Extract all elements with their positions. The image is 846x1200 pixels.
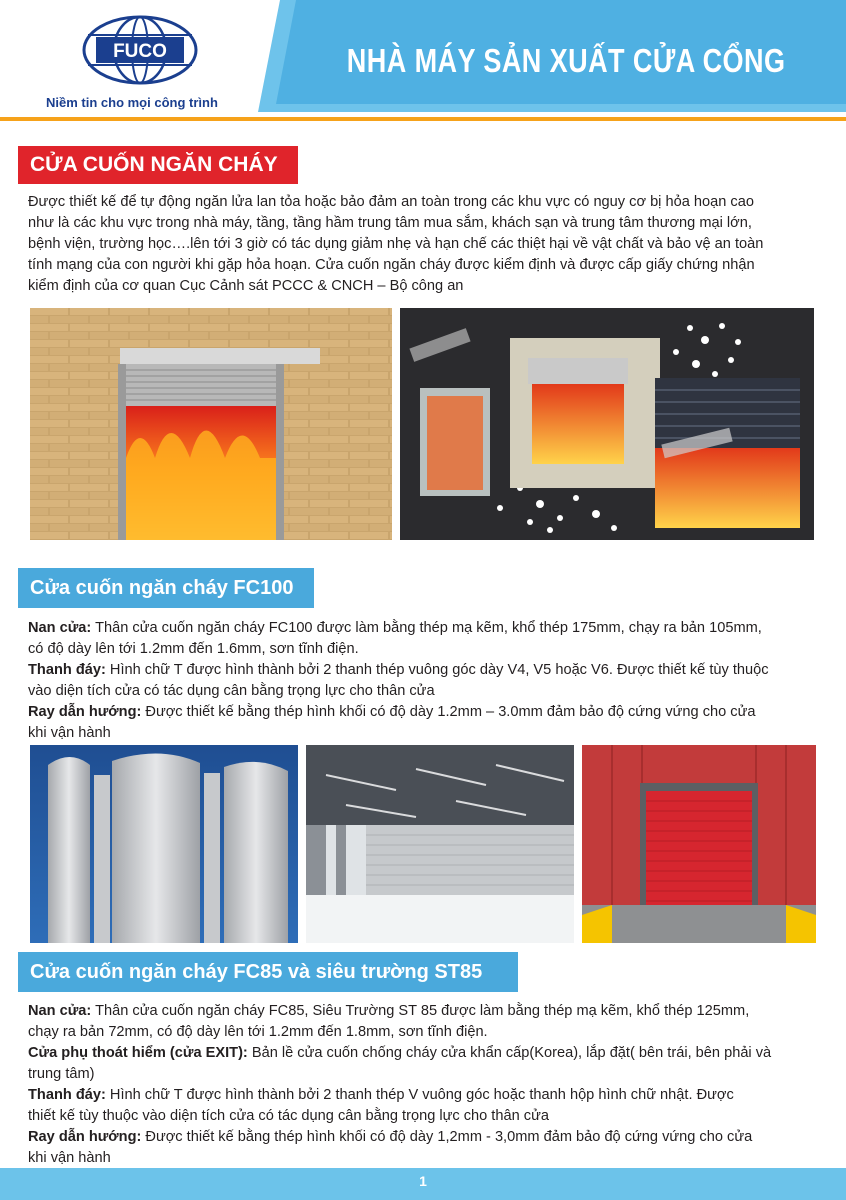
page-header <box>0 0 846 118</box>
spec-item <box>28 1022 818 1043</box>
spec-item <box>28 702 818 723</box>
slogan: Niềm tin cho mọi công trình <box>46 95 218 110</box>
spec-text: trung tâm) <box>28 1066 95 1082</box>
spec-item <box>28 660 818 681</box>
section1-intro <box>28 192 818 297</box>
spec-item <box>28 723 818 744</box>
spec-label: Thanh đáy: <box>28 662 106 678</box>
spec-text: thiết kế tùy thuộc vào diện tích cửa có tác dụng cân bằng trọng lực cho thân cửa <box>28 1108 549 1124</box>
spec-text: khi vận hành <box>28 1150 111 1166</box>
logo-text: FUCO <box>113 41 167 62</box>
spec-text: có độ dày lên tới 1.2mm đến 1.6mm, sơn tĩnh điện. <box>28 641 359 657</box>
warehouse-shutter-photo <box>306 745 574 943</box>
spec-text: khi vận hành <box>28 725 111 741</box>
spec-item <box>28 618 818 639</box>
spec-label: Ray dẫn hướng: <box>28 1129 142 1145</box>
section-heading-fire-shutter: CỬA CUỐN NGĂN CHÁY <box>18 146 298 184</box>
fire-shutter-brick-photo <box>30 308 392 540</box>
spec-text: Được thiết kế bằng thép hình khối có độ dày 1.2mm – 3.0mm đảm bảo độ cứng vứng cho cửa <box>141 704 756 720</box>
section-heading-fc85-st85: Cửa cuốn ngăn cháy FC85 và siêu trường ST85 <box>18 952 518 992</box>
spec-item <box>28 1148 818 1169</box>
spec-text: Được thiết kế bằng thép hình khối có độ dày 1,2mm - 3,0mm đảm bảo độ cứng vứng cho cửa <box>141 1129 753 1145</box>
spec-item <box>28 1001 818 1022</box>
spec-item <box>28 1085 818 1106</box>
spec-item <box>28 1064 818 1085</box>
spec-item <box>28 639 818 660</box>
spec-label: Nan cửa: <box>28 620 92 636</box>
header-divider <box>0 117 846 121</box>
section-heading-fc100: Cửa cuốn ngăn cháy FC100 <box>18 568 314 608</box>
intro-line: Được thiết kế để tự động ngăn lửa lan tỏa hoặc bảo đảm an toàn trong các khu vực có nguy cơ bị hỏa hoạn cao <box>28 194 754 210</box>
spec-text: Hình chữ T được hình thành bởi 2 thanh thép V vuông góc hoặc thanh hộp hình chữ nhật. Được <box>105 1087 734 1103</box>
shutter-slat-photo <box>30 745 298 943</box>
spec-item <box>28 1127 818 1148</box>
page-number: 1 <box>419 1173 427 1189</box>
fire-shutter-collage-photo <box>400 308 814 540</box>
spec-item <box>28 1106 818 1127</box>
intro-line: như là các khu vực trong nhà máy, tầng, tầng hầm trung tâm mua sắm, khách sạn và trung tâm thương mại lớn, <box>28 215 752 231</box>
spec-text: Thân cửa cuốn ngăn cháy FC85, Siêu Trường ST 85 được làm bằng thép mạ kẽm, khổ thép 125mm, <box>91 1003 750 1019</box>
section2-specs <box>28 618 818 744</box>
spec-text: chạy ra bản 72mm, có độ dày lên tới 1.2mm đến 1.8mm, sơn tĩnh điện. <box>28 1024 488 1040</box>
red-building-shutter-photo <box>582 745 816 943</box>
spec-text: Thân cửa cuốn ngăn cháy FC100 được làm bằng thép mạ kẽm, khổ thép 175mm, chạy ra bản 105mm, <box>91 620 762 636</box>
spec-label: Ray dẫn hướng: <box>28 704 142 720</box>
fuco-logo <box>80 15 200 85</box>
intro-line: kiểm định của cơ quan Cục Cảnh sát PCCC & CNCH – Bộ công an <box>28 278 464 294</box>
spec-item <box>28 681 818 702</box>
spec-text: Bản lề cửa cuốn chống cháy cửa khẩn cấp(Korea), lắp đặt( bên trái, bên phải và <box>247 1045 772 1061</box>
intro-line: bệnh viện, trường học….lên tới 3 giờ có tác dụng giảm nhẹ và hạn chế các thiệt hại về vật chất và bảo vệ an toàn <box>28 236 764 252</box>
spec-label: Nan cửa: <box>28 1003 92 1019</box>
section3-specs <box>28 1001 818 1169</box>
spec-text: Hình chữ T được hình thành bởi 2 thanh thép vuông góc dày V4, V5 hoặc V6. Được thiết kế tùy thuộc <box>105 662 769 678</box>
spec-item <box>28 1043 818 1064</box>
spec-text: vào diện tích cửa có tác dụng cân bằng trọng lực cho thân cửa <box>28 683 435 699</box>
spec-label: Thanh đáy: <box>28 1087 106 1103</box>
spec-label: Cửa phụ thoát hiểm (cửa EXIT): <box>28 1045 248 1061</box>
page-title: NHÀ MÁY SẢN XUẤT CỬA CỔNG <box>346 42 786 79</box>
intro-line: tính mạng của con người khi gặp hỏa hoạn. Cửa cuốn ngăn cháy được kiểm định và được cấp giấy chứng nhận <box>28 257 755 273</box>
